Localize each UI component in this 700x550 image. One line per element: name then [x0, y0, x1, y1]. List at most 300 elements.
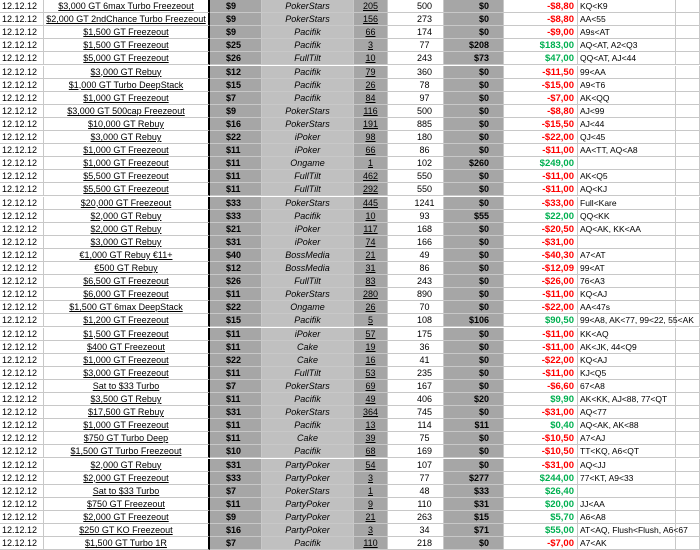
cell-empty [676, 432, 700, 445]
cell-tournament-name[interactable]: $1,500 GT Turbo Freezeout [44, 445, 210, 458]
cell-empty [676, 183, 700, 196]
table-row [0, 367, 700, 380]
table-row [0, 262, 700, 275]
cell-buyin: $26 [210, 52, 262, 65]
cell-place[interactable]: 205 [354, 0, 388, 13]
cell-empty [676, 249, 700, 262]
cell-hands-notes: 99<AA [578, 66, 676, 79]
cell-place[interactable]: 69 [354, 380, 388, 393]
cell-winnings: $0 [444, 432, 504, 445]
cell-field-size: 48 [388, 485, 444, 498]
table-row [0, 66, 700, 79]
table-row [0, 288, 700, 301]
cell-tournament-name[interactable]: $5,500 GT Freezeout [44, 183, 210, 196]
cell-date: 12.12.12 [0, 157, 44, 170]
cell-place[interactable]: 54 [354, 459, 388, 472]
cell-net-result: -$8,80 [504, 0, 578, 13]
cell-field-size: 77 [388, 472, 444, 485]
cell-place[interactable]: 98 [354, 131, 388, 144]
cell-tournament-name[interactable]: $2,000 GT Rebuy [44, 223, 210, 236]
cell-net-result: -$11,00 [504, 170, 578, 183]
cell-empty [676, 236, 700, 249]
cell-date: 12.12.12 [0, 0, 44, 13]
cell-place[interactable]: 3 [354, 39, 388, 52]
cell-site: Pacifik [262, 66, 354, 79]
cell-field-size: 168 [388, 223, 444, 236]
cell-hands-notes: AA<55 [578, 13, 676, 26]
cell-winnings: $0 [444, 170, 504, 183]
cell-buyin: $9 [210, 511, 262, 524]
cell-tournament-name[interactable]: $2,000 GT Freezeout [44, 511, 210, 524]
cell-tournament-name[interactable]: $1,500 GT Freezeout [44, 26, 210, 39]
cell-empty [676, 92, 700, 105]
cell-site: FullTilt [262, 367, 354, 380]
cell-site: Ongame [262, 157, 354, 170]
cell-hands-notes: 99<AT [578, 262, 676, 275]
cell-buyin: $33 [210, 472, 262, 485]
cell-buyin: $11 [210, 288, 262, 301]
table-row [0, 223, 700, 236]
cell-place[interactable]: 19 [354, 341, 388, 354]
cell-buyin: $16 [210, 118, 262, 131]
cell-site: PokerStars [262, 0, 354, 13]
cell-empty [676, 0, 700, 13]
cell-field-size: 360 [388, 66, 444, 79]
cell-empty [676, 406, 700, 419]
cell-place[interactable]: 110 [354, 537, 388, 550]
cell-tournament-name[interactable]: $20,000 GT Freezeout [44, 197, 210, 210]
cell-place[interactable]: 68 [354, 445, 388, 458]
cell-date: 12.12.12 [0, 66, 44, 79]
cell-date: 12.12.12 [0, 498, 44, 511]
cell-net-result: $183,00 [504, 39, 578, 52]
cell-hands-notes: QQ<KK [578, 210, 676, 223]
cell-site: iPoker [262, 131, 354, 144]
cell-winnings: $106 [444, 314, 504, 327]
cell-site: PokerStars [262, 118, 354, 131]
cell-tournament-name[interactable]: $1,000 GT Freezeout [44, 157, 210, 170]
cell-hands-notes: KJ<Q5 [578, 367, 676, 380]
cell-net-result: $55,00 [504, 524, 578, 537]
cell-buyin: $7 [210, 485, 262, 498]
cell-winnings: $277 [444, 472, 504, 485]
cell-place[interactable]: 57 [354, 328, 388, 341]
cell-field-size: 890 [388, 288, 444, 301]
cell-empty [676, 26, 700, 39]
cell-hands-notes: AJ<44 [578, 118, 676, 131]
cell-field-size: 243 [388, 275, 444, 288]
cell-winnings: $15 [444, 511, 504, 524]
cell-buyin: $33 [210, 210, 262, 223]
cell-tournament-name[interactable]: $1,500 GT 6max DeepStack [44, 301, 210, 314]
cell-net-result: -$15,50 [504, 118, 578, 131]
cell-empty [676, 52, 700, 65]
cell-tournament-name[interactable]: $3,000 GT Rebuy [44, 131, 210, 144]
cell-date: 12.12.12 [0, 197, 44, 210]
cell-place[interactable]: 445 [354, 197, 388, 210]
cell-empty [676, 197, 700, 210]
cell-place[interactable]: 156 [354, 13, 388, 26]
cell-place[interactable]: 26 [354, 79, 388, 92]
table-row [0, 144, 700, 157]
table-row [0, 131, 700, 144]
cell-date: 12.12.12 [0, 537, 44, 550]
table-row [0, 445, 700, 458]
cell-field-size: 86 [388, 144, 444, 157]
cell-winnings: $0 [444, 341, 504, 354]
cell-winnings: $0 [444, 118, 504, 131]
cell-place[interactable]: 21 [354, 249, 388, 262]
cell-place[interactable]: 21 [354, 511, 388, 524]
cell-field-size: 70 [388, 301, 444, 314]
table-row [0, 432, 700, 445]
cell-winnings: $0 [444, 459, 504, 472]
cell-tournament-name[interactable]: $1,000 GT Freezeout [44, 92, 210, 105]
cell-net-result: -$40,30 [504, 249, 578, 262]
cell-tournament-name[interactable]: $2,000 GT Rebuy [44, 459, 210, 472]
cell-buyin: $12 [210, 66, 262, 79]
cell-tournament-name[interactable]: $17,500 GT Rebuy [44, 406, 210, 419]
cell-tournament-name[interactable]: $3,000 GT 500cap Freezeout [44, 105, 210, 118]
cell-date: 12.12.12 [0, 26, 44, 39]
table-row [0, 354, 700, 367]
cell-place[interactable]: 364 [354, 406, 388, 419]
cell-empty [676, 275, 700, 288]
cell-field-size: 75 [388, 432, 444, 445]
cell-tournament-name[interactable]: $6,500 GT Freezeout [44, 275, 210, 288]
cell-field-size: 41 [388, 354, 444, 367]
table-row [0, 328, 700, 341]
cell-date: 12.12.12 [0, 288, 44, 301]
cell-buyin: $22 [210, 301, 262, 314]
cell-net-result: -$22,00 [504, 301, 578, 314]
cell-tournament-name[interactable]: $1,000 GT Freezeout [44, 419, 210, 432]
cell-net-result: -$33,00 [504, 197, 578, 210]
cell-site: FullTilt [262, 170, 354, 183]
cell-site: BossMedia [262, 262, 354, 275]
cell-net-result: $9,90 [504, 393, 578, 406]
cell-net-result: -$22,00 [504, 131, 578, 144]
cell-buyin: $11 [210, 328, 262, 341]
cell-hands-notes: KK<AQ [578, 328, 676, 341]
table-row [0, 170, 700, 183]
cell-net-result: $0,40 [504, 419, 578, 432]
table-row [0, 26, 700, 39]
cell-place[interactable]: 26 [354, 301, 388, 314]
cell-winnings: $0 [444, 131, 504, 144]
cell-winnings: $0 [444, 183, 504, 196]
cell-tournament-name[interactable]: $3,000 GT Rebuy [44, 66, 210, 79]
cell-hands-notes: AT<AQ, Flush<Flush, A6<67 [578, 524, 676, 537]
cell-buyin: $7 [210, 92, 262, 105]
cell-field-size: 167 [388, 380, 444, 393]
cell-hands-notes: AK<QQ [578, 92, 676, 105]
cell-buyin: $26 [210, 275, 262, 288]
cell-winnings: $0 [444, 262, 504, 275]
cell-date: 12.12.12 [0, 380, 44, 393]
cell-field-size: 108 [388, 314, 444, 327]
cell-tournament-name[interactable]: $1,500 GT Turbo 1R [44, 537, 210, 550]
cell-site: Pacifik [262, 26, 354, 39]
cell-winnings: $0 [444, 537, 504, 550]
cell-winnings: $0 [444, 66, 504, 79]
cell-place[interactable]: 49 [354, 393, 388, 406]
cell-field-size: 885 [388, 118, 444, 131]
cell-field-size: 36 [388, 341, 444, 354]
cell-winnings: $0 [444, 354, 504, 367]
cell-hands-notes: QJ<45 [578, 131, 676, 144]
cell-date: 12.12.12 [0, 485, 44, 498]
cell-place[interactable]: 83 [354, 275, 388, 288]
table-row [0, 13, 700, 26]
cell-net-result: -$8,80 [504, 13, 578, 26]
cell-winnings: $0 [444, 367, 504, 380]
table-row [0, 472, 700, 485]
table-row [0, 301, 700, 314]
cell-empty [676, 511, 700, 524]
cell-hands-notes: AQ<AT, A2<Q3 [578, 39, 676, 52]
cell-date: 12.12.12 [0, 52, 44, 65]
cell-site: Cake [262, 432, 354, 445]
cell-site: iPoker [262, 328, 354, 341]
cell-site: Pacifik [262, 92, 354, 105]
cell-hands-notes: A7<AJ [578, 432, 676, 445]
cell-tournament-name[interactable]: $6,000 GT Freezeout [44, 288, 210, 301]
cell-field-size: 175 [388, 328, 444, 341]
cell-tournament-name[interactable]: Sat to $33 Turbo [44, 380, 210, 393]
cell-tournament-name[interactable]: $1,000 GT Freezeout [44, 144, 210, 157]
cell-hands-notes: 77<KT, A9<33 [578, 472, 676, 485]
cell-hands-notes: AA<47s [578, 301, 676, 314]
cell-place[interactable]: 191 [354, 118, 388, 131]
cell-place[interactable]: 31 [354, 262, 388, 275]
cell-tournament-name[interactable]: $2,000 GT Freezeout [44, 472, 210, 485]
cell-buyin: $16 [210, 524, 262, 537]
cell-buyin: $22 [210, 354, 262, 367]
cell-hands-notes: AA<TT, AQ<A8 [578, 144, 676, 157]
cell-winnings: $55 [444, 210, 504, 223]
cell-site: Pacifik [262, 537, 354, 550]
cell-hands-notes: QQ<AT, AJ<44 [578, 52, 676, 65]
cell-tournament-name[interactable]: $250 GT KO Freezeout [44, 524, 210, 537]
cell-tournament-name[interactable]: $1,000 GT Freezeout [44, 354, 210, 367]
cell-site: FullTilt [262, 183, 354, 196]
cell-net-result: -$11,00 [504, 183, 578, 196]
cell-empty [676, 472, 700, 485]
cell-place[interactable]: 79 [354, 66, 388, 79]
cell-tournament-name[interactable]: $1,500 GT Freezeout [44, 328, 210, 341]
cell-buyin: $31 [210, 236, 262, 249]
cell-place[interactable]: 66 [354, 26, 388, 39]
cell-date: 12.12.12 [0, 341, 44, 354]
table-row [0, 498, 700, 511]
table-row [0, 511, 700, 524]
cell-site: Cake [262, 341, 354, 354]
cell-net-result: -$20,50 [504, 223, 578, 236]
cell-field-size: 550 [388, 183, 444, 196]
cell-winnings: $0 [444, 301, 504, 314]
cell-field-size: 102 [388, 157, 444, 170]
cell-buyin: $33 [210, 197, 262, 210]
cell-empty [676, 328, 700, 341]
cell-site: PartyPoker [262, 472, 354, 485]
cell-place[interactable]: 3 [354, 472, 388, 485]
cell-place[interactable]: 10 [354, 52, 388, 65]
cell-buyin: $11 [210, 341, 262, 354]
cell-field-size: 86 [388, 262, 444, 275]
cell-net-result: -$31,00 [504, 236, 578, 249]
cell-date: 12.12.12 [0, 183, 44, 196]
cell-site: Ongame [262, 301, 354, 314]
cell-site: Pacifik [262, 393, 354, 406]
cell-field-size: 745 [388, 406, 444, 419]
cell-winnings: $0 [444, 328, 504, 341]
cell-date: 12.12.12 [0, 275, 44, 288]
cell-field-size: 93 [388, 210, 444, 223]
cell-place[interactable]: 16 [354, 354, 388, 367]
cell-tournament-name[interactable]: $3,000 GT Rebuy [44, 236, 210, 249]
cell-net-result: $244,00 [504, 472, 578, 485]
cell-tournament-name[interactable]: $3,000 GT 6max Turbo Freezeout [44, 0, 210, 13]
cell-winnings: $73 [444, 52, 504, 65]
cell-field-size: 77 [388, 39, 444, 52]
cell-empty [676, 288, 700, 301]
cell-empty [676, 498, 700, 511]
cell-place[interactable]: 116 [354, 105, 388, 118]
cell-site: PokerStars [262, 288, 354, 301]
cell-empty [676, 170, 700, 183]
cell-tournament-name[interactable]: $750 GT Freezeout [44, 498, 210, 511]
cell-empty [676, 262, 700, 275]
table-row [0, 524, 700, 537]
cell-empty [676, 157, 700, 170]
cell-buyin: $9 [210, 105, 262, 118]
cell-date: 12.12.12 [0, 354, 44, 367]
cell-site: PokerStars [262, 105, 354, 118]
cell-tournament-name[interactable]: $3,000 GT Freezeout [44, 367, 210, 380]
cell-empty [676, 118, 700, 131]
cell-empty [676, 66, 700, 79]
cell-place[interactable]: 53 [354, 367, 388, 380]
cell-place[interactable]: 3 [354, 524, 388, 537]
cell-date: 12.12.12 [0, 13, 44, 26]
cell-winnings: $260 [444, 157, 504, 170]
cell-site: Cake [262, 354, 354, 367]
cell-net-result: $249,00 [504, 157, 578, 170]
cell-hands-notes: 76<A3 [578, 275, 676, 288]
cell-date: 12.12.12 [0, 144, 44, 157]
cell-tournament-name[interactable]: $5,000 GT Freezeout [44, 52, 210, 65]
table-row [0, 118, 700, 131]
cell-field-size: 500 [388, 0, 444, 13]
cell-tournament-name[interactable]: $3,500 GT Rebuy [44, 393, 210, 406]
cell-place[interactable]: 39 [354, 432, 388, 445]
cell-winnings: $33 [444, 485, 504, 498]
cell-tournament-name[interactable]: $750 GT Turbo Deep [44, 432, 210, 445]
cell-place[interactable]: 10 [354, 210, 388, 223]
cell-place[interactable]: 66 [354, 144, 388, 157]
cell-place[interactable]: 13 [354, 419, 388, 432]
cell-date: 12.12.12 [0, 524, 44, 537]
cell-tournament-name[interactable]: $1,500 GT Freezeout [44, 39, 210, 52]
cell-place[interactable]: 117 [354, 223, 388, 236]
cell-net-result: $20,00 [504, 498, 578, 511]
cell-place[interactable]: 462 [354, 170, 388, 183]
cell-tournament-name[interactable]: €500 GT Rebuy [44, 262, 210, 275]
cell-site: iPoker [262, 236, 354, 249]
cell-field-size: 34 [388, 524, 444, 537]
cell-date: 12.12.12 [0, 118, 44, 131]
cell-tournament-name[interactable]: $5,500 GT Freezeout [44, 170, 210, 183]
cell-site: Pacifik [262, 39, 354, 52]
cell-field-size: 406 [388, 393, 444, 406]
cell-date: 12.12.12 [0, 511, 44, 524]
cell-winnings: $0 [444, 144, 504, 157]
cell-empty [676, 210, 700, 223]
table-row [0, 380, 700, 393]
cell-place[interactable]: 1 [354, 485, 388, 498]
cell-empty [676, 341, 700, 354]
cell-place[interactable]: 280 [354, 288, 388, 301]
cell-tournament-name[interactable]: $10,000 GT Rebuy [44, 118, 210, 131]
cell-winnings: $71 [444, 524, 504, 537]
table-row [0, 341, 700, 354]
cell-site: Pacifik [262, 210, 354, 223]
cell-date: 12.12.12 [0, 367, 44, 380]
cell-place[interactable]: 9 [354, 498, 388, 511]
table-row [0, 537, 700, 550]
cell-tournament-name[interactable]: €1,000 GT Rebuy €11+ [44, 249, 210, 262]
cell-tournament-name[interactable]: $400 GT Freezeout [44, 341, 210, 354]
cell-hands-notes [578, 485, 676, 498]
cell-site: PartyPoker [262, 498, 354, 511]
cell-empty [676, 524, 700, 537]
cell-hands-notes: A7<AK [578, 537, 676, 550]
cell-buyin: $9 [210, 0, 262, 13]
cell-empty [676, 485, 700, 498]
cell-net-result: -$11,00 [504, 288, 578, 301]
cell-tournament-name[interactable]: $2,000 GT 2ndChance Turbo Freezeout [44, 13, 210, 26]
table-row [0, 92, 700, 105]
cell-winnings: $0 [444, 13, 504, 26]
cell-empty [676, 39, 700, 52]
cell-place[interactable]: 1 [354, 157, 388, 170]
cell-site: PokerStars [262, 485, 354, 498]
cell-date: 12.12.12 [0, 223, 44, 236]
cell-site: Pacifik [262, 79, 354, 92]
cell-tournament-name[interactable]: $2,000 GT Rebuy [44, 210, 210, 223]
table-row [0, 183, 700, 196]
cell-winnings: $0 [444, 92, 504, 105]
cell-place[interactable]: 74 [354, 236, 388, 249]
cell-tournament-name[interactable]: $1,000 GT Turbo DeepStack [44, 79, 210, 92]
cell-tournament-name[interactable]: $1,200 GT Freezeout [44, 314, 210, 327]
cell-net-result: -$7,00 [504, 92, 578, 105]
cell-net-result: -$10,50 [504, 432, 578, 445]
cell-place[interactable]: 5 [354, 314, 388, 327]
cell-empty [676, 367, 700, 380]
cell-date: 12.12.12 [0, 236, 44, 249]
cell-date: 12.12.12 [0, 262, 44, 275]
cell-buyin: $25 [210, 39, 262, 52]
cell-place[interactable]: 292 [354, 183, 388, 196]
cell-site: Pacifik [262, 419, 354, 432]
cell-net-result: -$15,00 [504, 79, 578, 92]
cell-hands-notes: AQ<KJ [578, 183, 676, 196]
cell-site: iPoker [262, 144, 354, 157]
cell-tournament-name[interactable]: Sat to $33 Turbo [44, 485, 210, 498]
cell-place[interactable]: 84 [354, 92, 388, 105]
